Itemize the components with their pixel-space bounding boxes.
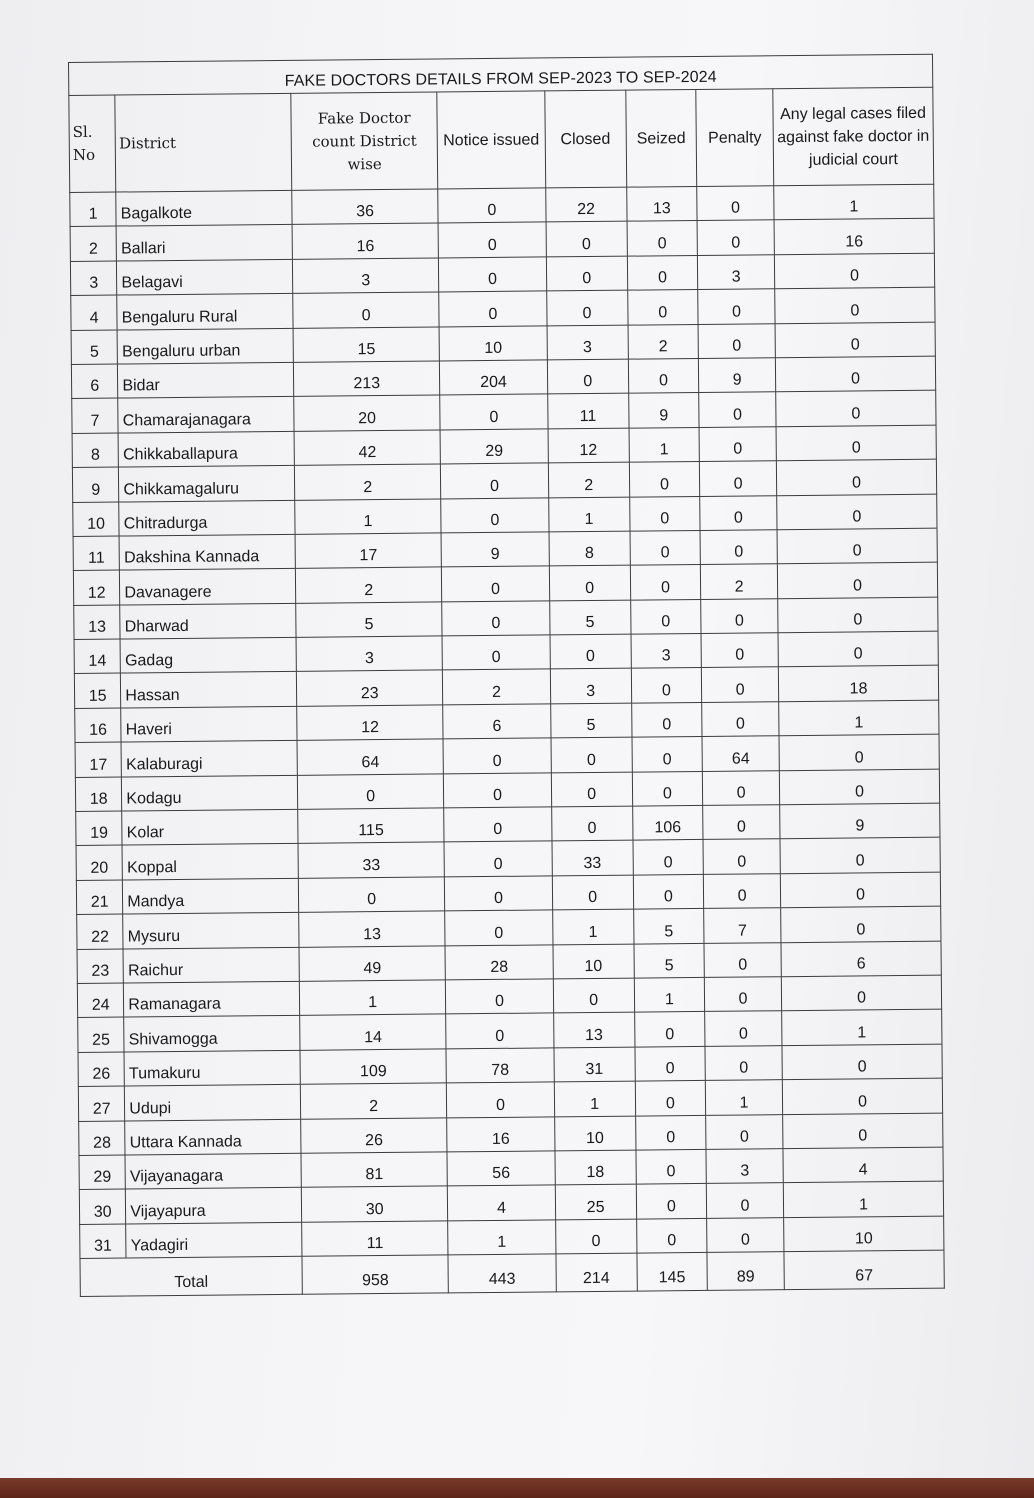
cell-sl-no: 29 [79, 1155, 126, 1190]
cell-fake-doctor-count: 0 [297, 774, 444, 810]
cell-sl-no: 9 [72, 467, 119, 502]
cell-fake-doctor-count: 33 [298, 842, 445, 878]
cell-district: Kodagu [122, 775, 298, 811]
cell-penalty: 3 [698, 255, 775, 290]
cell-district: Chitradurga [119, 500, 295, 536]
cell-seized: 0 [635, 1081, 706, 1116]
cell-fake-doctor-count: 26 [301, 1117, 448, 1153]
table-title: FAKE DOCTORS DETAILS FROM SEP-2023 TO SEP-2024 [69, 54, 933, 95]
cell-penalty: 0 [705, 1011, 782, 1046]
total-penalty: 89 [707, 1252, 784, 1291]
cell-sl-no: 2 [70, 226, 117, 261]
cell-penalty: 0 [700, 461, 777, 496]
cell-district: Vijayapura [126, 1188, 302, 1224]
cell-legal-cases: 0 [776, 425, 936, 461]
total-closed: 214 [556, 1253, 637, 1292]
cell-closed: 1 [552, 909, 633, 944]
cell-sl-no: 14 [74, 639, 121, 674]
cell-penalty: 0 [703, 839, 780, 874]
cell-sl-no: 20 [76, 845, 123, 880]
cell-notice-issued: 0 [447, 1082, 555, 1117]
cell-fake-doctor-count: 23 [296, 670, 443, 706]
cell-seized: 0 [630, 530, 701, 565]
cell-closed: 0 [546, 290, 627, 325]
cell-closed: 3 [550, 669, 631, 704]
cell-fake-doctor-count: 3 [296, 636, 443, 672]
cell-notice-issued: 28 [445, 944, 553, 979]
cell-seized: 0 [632, 737, 703, 772]
cell-legal-cases: 0 [775, 322, 935, 358]
cell-sl-no: 24 [77, 983, 124, 1018]
cell-legal-cases: 0 [775, 356, 935, 392]
cell-fake-doctor-count: 5 [296, 602, 443, 638]
table-body [70, 184, 944, 1258]
cell-sl-no: 12 [73, 570, 120, 605]
cell-fake-doctor-count: 0 [298, 877, 445, 913]
cell-seized: 9 [628, 393, 699, 428]
cell-sl-no: 3 [70, 261, 117, 296]
cell-sl-no: 31 [80, 1224, 127, 1259]
header-penalty: Penalty [696, 89, 774, 187]
header-district: District [115, 93, 292, 192]
cell-closed: 0 [546, 256, 627, 291]
cell-legal-cases: 0 [778, 631, 938, 667]
cell-closed: 1 [548, 497, 629, 532]
cell-notice-issued: 0 [445, 876, 553, 911]
cell-district: Haveri [121, 706, 297, 742]
cell-closed: 10 [554, 1116, 635, 1151]
cell-sl-no: 22 [77, 914, 124, 949]
cell-fake-doctor-count: 115 [298, 808, 445, 844]
cell-penalty: 3 [706, 1149, 783, 1184]
cell-fake-doctor-count: 2 [300, 1083, 447, 1119]
cell-seized: 0 [635, 1046, 706, 1081]
cell-legal-cases: 0 [779, 734, 939, 770]
cell-penalty: 0 [704, 977, 781, 1012]
cell-district: Bidar [118, 362, 294, 398]
cell-penalty: 0 [702, 667, 779, 702]
cell-fake-doctor-count: 2 [295, 567, 442, 603]
cell-penalty: 0 [701, 633, 778, 668]
cell-closed: 13 [553, 1012, 634, 1047]
cell-sl-no: 30 [79, 1189, 126, 1224]
cell-district: Ballari [116, 225, 292, 261]
cell-fake-doctor-count: 1 [295, 498, 442, 534]
cell-notice-issued: 0 [441, 463, 549, 498]
cell-district: Bengaluru Rural [117, 294, 293, 330]
cell-seized: 0 [633, 840, 704, 875]
header-row [69, 87, 934, 192]
cell-penalty: 0 [703, 805, 780, 840]
cell-fake-doctor-count: 20 [294, 395, 441, 431]
cell-seized: 0 [629, 462, 700, 497]
cell-notice-issued: 16 [447, 1116, 555, 1151]
cell-penalty: 1 [705, 1080, 782, 1115]
cell-seized: 0 [630, 565, 701, 600]
cell-seized: 0 [628, 358, 699, 393]
cell-district: Uttara Kannada [125, 1119, 301, 1155]
cell-seized: 2 [628, 324, 699, 359]
cell-legal-cases: 0 [782, 1078, 942, 1114]
cell-closed: 3 [547, 325, 628, 360]
cell-penalty: 0 [706, 1114, 783, 1149]
cell-closed: 11 [547, 393, 628, 428]
cell-sl-no: 25 [78, 1017, 125, 1052]
cell-sl-no: 6 [71, 364, 118, 399]
cell-legal-cases: 0 [777, 528, 937, 564]
cell-penalty: 0 [697, 220, 774, 255]
cell-notice-issued: 1 [448, 1220, 556, 1255]
cell-closed: 8 [549, 531, 630, 566]
total-legal: 67 [784, 1250, 944, 1290]
cell-district: Dharwad [120, 603, 296, 639]
cell-district: Hassan [121, 672, 297, 708]
cell-legal-cases: 0 [775, 287, 935, 323]
cell-legal-cases: 0 [781, 906, 941, 942]
cell-closed: 1 [554, 1081, 635, 1116]
cell-penalty: 0 [707, 1217, 784, 1252]
cell-penalty: 7 [704, 908, 781, 943]
cell-penalty: 0 [702, 770, 779, 805]
cell-penalty: 0 [700, 495, 777, 530]
cell-notice-issued: 56 [447, 1151, 555, 1186]
cell-notice-issued: 0 [445, 910, 553, 945]
cell-legal-cases: 9 [780, 803, 940, 839]
cell-penalty: 0 [698, 323, 775, 358]
cell-closed: 0 [551, 737, 632, 772]
cell-district: Chikkaballapura [118, 431, 294, 467]
cell-legal-cases: 0 [783, 1113, 943, 1149]
fake-doctors-table [68, 54, 945, 1297]
cell-notice-issued: 0 [442, 601, 550, 636]
cell-notice-issued: 0 [442, 566, 550, 601]
cell-district: Mandya [123, 878, 299, 914]
cell-seized: 0 [634, 1012, 705, 1047]
cell-legal-cases: 0 [778, 597, 938, 633]
cell-district: Belagavi [117, 259, 293, 295]
cell-fake-doctor-count: 15 [293, 327, 440, 363]
total-notice: 443 [448, 1254, 556, 1293]
cell-sl-no: 27 [78, 1086, 125, 1121]
cell-sl-no: 5 [71, 330, 118, 365]
cell-closed: 2 [548, 462, 629, 497]
cell-closed: 0 [555, 1219, 636, 1254]
cell-penalty: 0 [701, 598, 778, 633]
cell-notice-issued: 6 [443, 704, 551, 739]
cell-notice-issued: 0 [446, 979, 554, 1014]
header-notice-issued: Notice issued [437, 91, 545, 189]
cell-legal-cases: 18 [778, 666, 938, 702]
total-row [80, 1250, 944, 1296]
fake-doctors-table-container [68, 54, 945, 1297]
cell-seized: 0 [636, 1184, 707, 1219]
cell-sl-no: 16 [75, 708, 122, 743]
cell-legal-cases: 1 [779, 700, 939, 736]
cell-seized: 0 [635, 1115, 706, 1150]
cell-fake-doctor-count: 42 [294, 430, 441, 466]
cell-closed: 12 [548, 428, 629, 463]
cell-district: Udupi [125, 1084, 301, 1120]
cell-penalty: 0 [703, 874, 780, 909]
cell-notice-issued: 0 [441, 497, 549, 532]
header-fake-doctor-count: Fake Doctor count District wise [291, 92, 438, 190]
cell-penalty: 2 [701, 564, 778, 599]
cell-district: Kolar [122, 809, 298, 845]
cell-seized: 0 [627, 221, 698, 256]
cell-notice-issued: 9 [441, 532, 549, 567]
cell-penalty: 0 [699, 426, 776, 461]
cell-penalty: 9 [699, 358, 776, 393]
cell-notice-issued: 10 [439, 325, 547, 360]
header-seized: Seized [625, 89, 696, 187]
cell-seized: 0 [632, 771, 703, 806]
cell-seized: 5 [633, 909, 704, 944]
cell-notice-issued: 204 [440, 360, 548, 395]
cell-sl-no: 13 [74, 605, 121, 640]
total-label: Total [80, 1256, 302, 1296]
cell-legal-cases: 1 [783, 1181, 943, 1217]
cell-legal-cases: 0 [779, 769, 939, 805]
cell-legal-cases: 4 [783, 1147, 943, 1183]
cell-district: Mysuru [123, 913, 299, 949]
cell-district: Kalaburagi [121, 741, 297, 777]
cell-legal-cases: 10 [784, 1216, 944, 1252]
cell-fake-doctor-count: 109 [300, 1049, 447, 1085]
cell-closed: 0 [547, 359, 628, 394]
cell-sl-no: 11 [73, 536, 120, 571]
cell-closed: 22 [545, 187, 626, 222]
cell-sl-no: 15 [74, 673, 121, 708]
cell-seized: 5 [634, 943, 705, 978]
cell-district: Bengaluru urban [117, 328, 293, 364]
cell-fake-doctor-count: 14 [300, 1014, 447, 1050]
cell-district: Raichur [123, 947, 299, 983]
cell-closed: 0 [550, 634, 631, 669]
cell-seized: 106 [632, 805, 703, 840]
cell-seized: 0 [636, 1149, 707, 1184]
cell-closed: 5 [549, 600, 630, 635]
header-sl-no: Sl. No [69, 95, 116, 192]
cell-seized: 3 [631, 634, 702, 669]
cell-sl-no: 7 [72, 398, 119, 433]
cell-sl-no: 17 [75, 742, 122, 777]
cell-closed: 0 [546, 222, 627, 257]
cell-fake-doctor-count: 13 [299, 911, 446, 947]
cell-legal-cases: 16 [774, 219, 934, 255]
cell-fake-doctor-count: 49 [299, 946, 446, 982]
table-edge-background [0, 1478, 1034, 1498]
cell-penalty: 0 [700, 530, 777, 565]
cell-closed: 31 [554, 1047, 635, 1082]
cell-seized: 0 [627, 255, 698, 290]
cell-fake-doctor-count: 64 [297, 739, 444, 775]
cell-legal-cases: 0 [774, 253, 934, 289]
cell-closed: 10 [553, 944, 634, 979]
cell-legal-cases: 0 [782, 1044, 942, 1080]
cell-fake-doctor-count: 30 [301, 1186, 448, 1222]
cell-sl-no: 19 [76, 811, 123, 846]
cell-notice-issued: 4 [448, 1185, 556, 1220]
cell-sl-no: 28 [79, 1121, 126, 1156]
cell-seized: 0 [636, 1218, 707, 1253]
cell-district: Gadag [120, 637, 296, 673]
cell-sl-no: 4 [71, 295, 118, 330]
cell-fake-doctor-count: 1 [299, 980, 446, 1016]
cell-sl-no: 8 [72, 433, 119, 468]
cell-closed: 25 [555, 1184, 636, 1219]
cell-closed: 0 [549, 565, 630, 600]
cell-penalty: 0 [705, 1045, 782, 1080]
cell-penalty: 0 [697, 186, 774, 221]
cell-penalty: 0 [704, 942, 781, 977]
cell-district: Vijayanagara [125, 1153, 301, 1189]
cell-sl-no: 1 [70, 192, 117, 227]
cell-district: Bagalkote [116, 190, 292, 226]
cell-fake-doctor-count: 2 [294, 464, 441, 500]
cell-fake-doctor-count: 36 [292, 189, 439, 225]
cell-legal-cases: 6 [781, 941, 941, 977]
cell-district: Koppal [122, 844, 298, 880]
cell-notice-issued: 0 [444, 807, 552, 842]
cell-district: Davanagere [120, 569, 296, 605]
cell-legal-cases: 1 [782, 1010, 942, 1046]
cell-notice-issued: 0 [444, 773, 552, 808]
cell-district: Tumakuru [124, 1050, 300, 1086]
cell-legal-cases: 0 [776, 459, 936, 495]
cell-penalty: 0 [702, 702, 779, 737]
cell-notice-issued: 0 [446, 1013, 554, 1048]
cell-seized: 0 [629, 496, 700, 531]
cell-closed: 5 [550, 703, 631, 738]
cell-district: Shivamogga [124, 1016, 300, 1052]
cell-seized: 1 [629, 427, 700, 462]
cell-notice-issued: 29 [440, 429, 548, 464]
cell-sl-no: 26 [78, 1052, 125, 1087]
cell-fake-doctor-count: 3 [292, 258, 439, 294]
cell-notice-issued: 0 [438, 222, 546, 257]
cell-notice-issued: 0 [442, 635, 550, 670]
cell-notice-issued: 78 [446, 1048, 554, 1083]
cell-legal-cases: 0 [776, 391, 936, 427]
cell-notice-issued: 0 [443, 738, 551, 773]
cell-closed: 0 [552, 875, 633, 910]
cell-legal-cases: 0 [777, 562, 937, 598]
cell-seized: 0 [631, 702, 702, 737]
cell-fake-doctor-count: 11 [302, 1221, 449, 1257]
cell-notice-issued: 0 [438, 188, 546, 223]
cell-fake-doctor-count: 213 [293, 361, 440, 397]
cell-sl-no: 18 [75, 777, 122, 812]
cell-district: Yadagiri [126, 1222, 302, 1258]
cell-closed: 0 [553, 978, 634, 1013]
cell-sl-no: 23 [77, 949, 124, 984]
cell-closed: 0 [551, 806, 632, 841]
cell-legal-cases: 0 [781, 975, 941, 1011]
cell-notice-issued: 0 [439, 257, 547, 292]
cell-notice-issued: 0 [440, 394, 548, 429]
total-fake-doctor: 958 [302, 1255, 449, 1294]
cell-penalty: 0 [706, 1183, 783, 1218]
cell-legal-cases: 0 [777, 494, 937, 530]
cell-penalty: 0 [699, 392, 776, 427]
cell-notice-issued: 0 [439, 291, 547, 326]
cell-notice-issued: 2 [443, 669, 551, 704]
cell-penalty: 0 [698, 289, 775, 324]
cell-seized: 0 [630, 599, 701, 634]
cell-fake-doctor-count: 12 [297, 705, 444, 741]
cell-fake-doctor-count: 16 [292, 223, 439, 259]
cell-district: Chamarajanagara [118, 397, 294, 433]
cell-sl-no: 10 [73, 502, 120, 537]
header-closed: Closed [544, 90, 626, 188]
cell-district: Chikkamagaluru [119, 465, 295, 501]
cell-district: Ramanagara [124, 981, 300, 1017]
cell-seized: 0 [627, 290, 698, 325]
cell-closed: 0 [551, 772, 632, 807]
cell-fake-doctor-count: 17 [295, 533, 442, 569]
cell-closed: 18 [555, 1150, 636, 1185]
cell-district: Dakshina Kannada [119, 534, 295, 570]
cell-seized: 0 [633, 874, 704, 909]
cell-fake-doctor-count: 0 [293, 292, 440, 328]
cell-closed: 33 [552, 841, 633, 876]
cell-legal-cases: 0 [780, 838, 940, 874]
cell-fake-doctor-count: 81 [301, 1152, 448, 1188]
header-legal-cases: Any legal cases filed against fake doctor in judicial court [773, 87, 934, 186]
cell-sl-no: 21 [76, 880, 123, 915]
cell-seized: 1 [634, 977, 705, 1012]
cell-legal-cases: 0 [780, 872, 940, 908]
cell-legal-cases: 1 [774, 184, 934, 220]
cell-notice-issued: 0 [444, 841, 552, 876]
cell-seized: 13 [626, 186, 697, 221]
cell-seized: 0 [631, 668, 702, 703]
cell-penalty: 64 [702, 736, 779, 771]
total-seized: 145 [637, 1253, 708, 1292]
